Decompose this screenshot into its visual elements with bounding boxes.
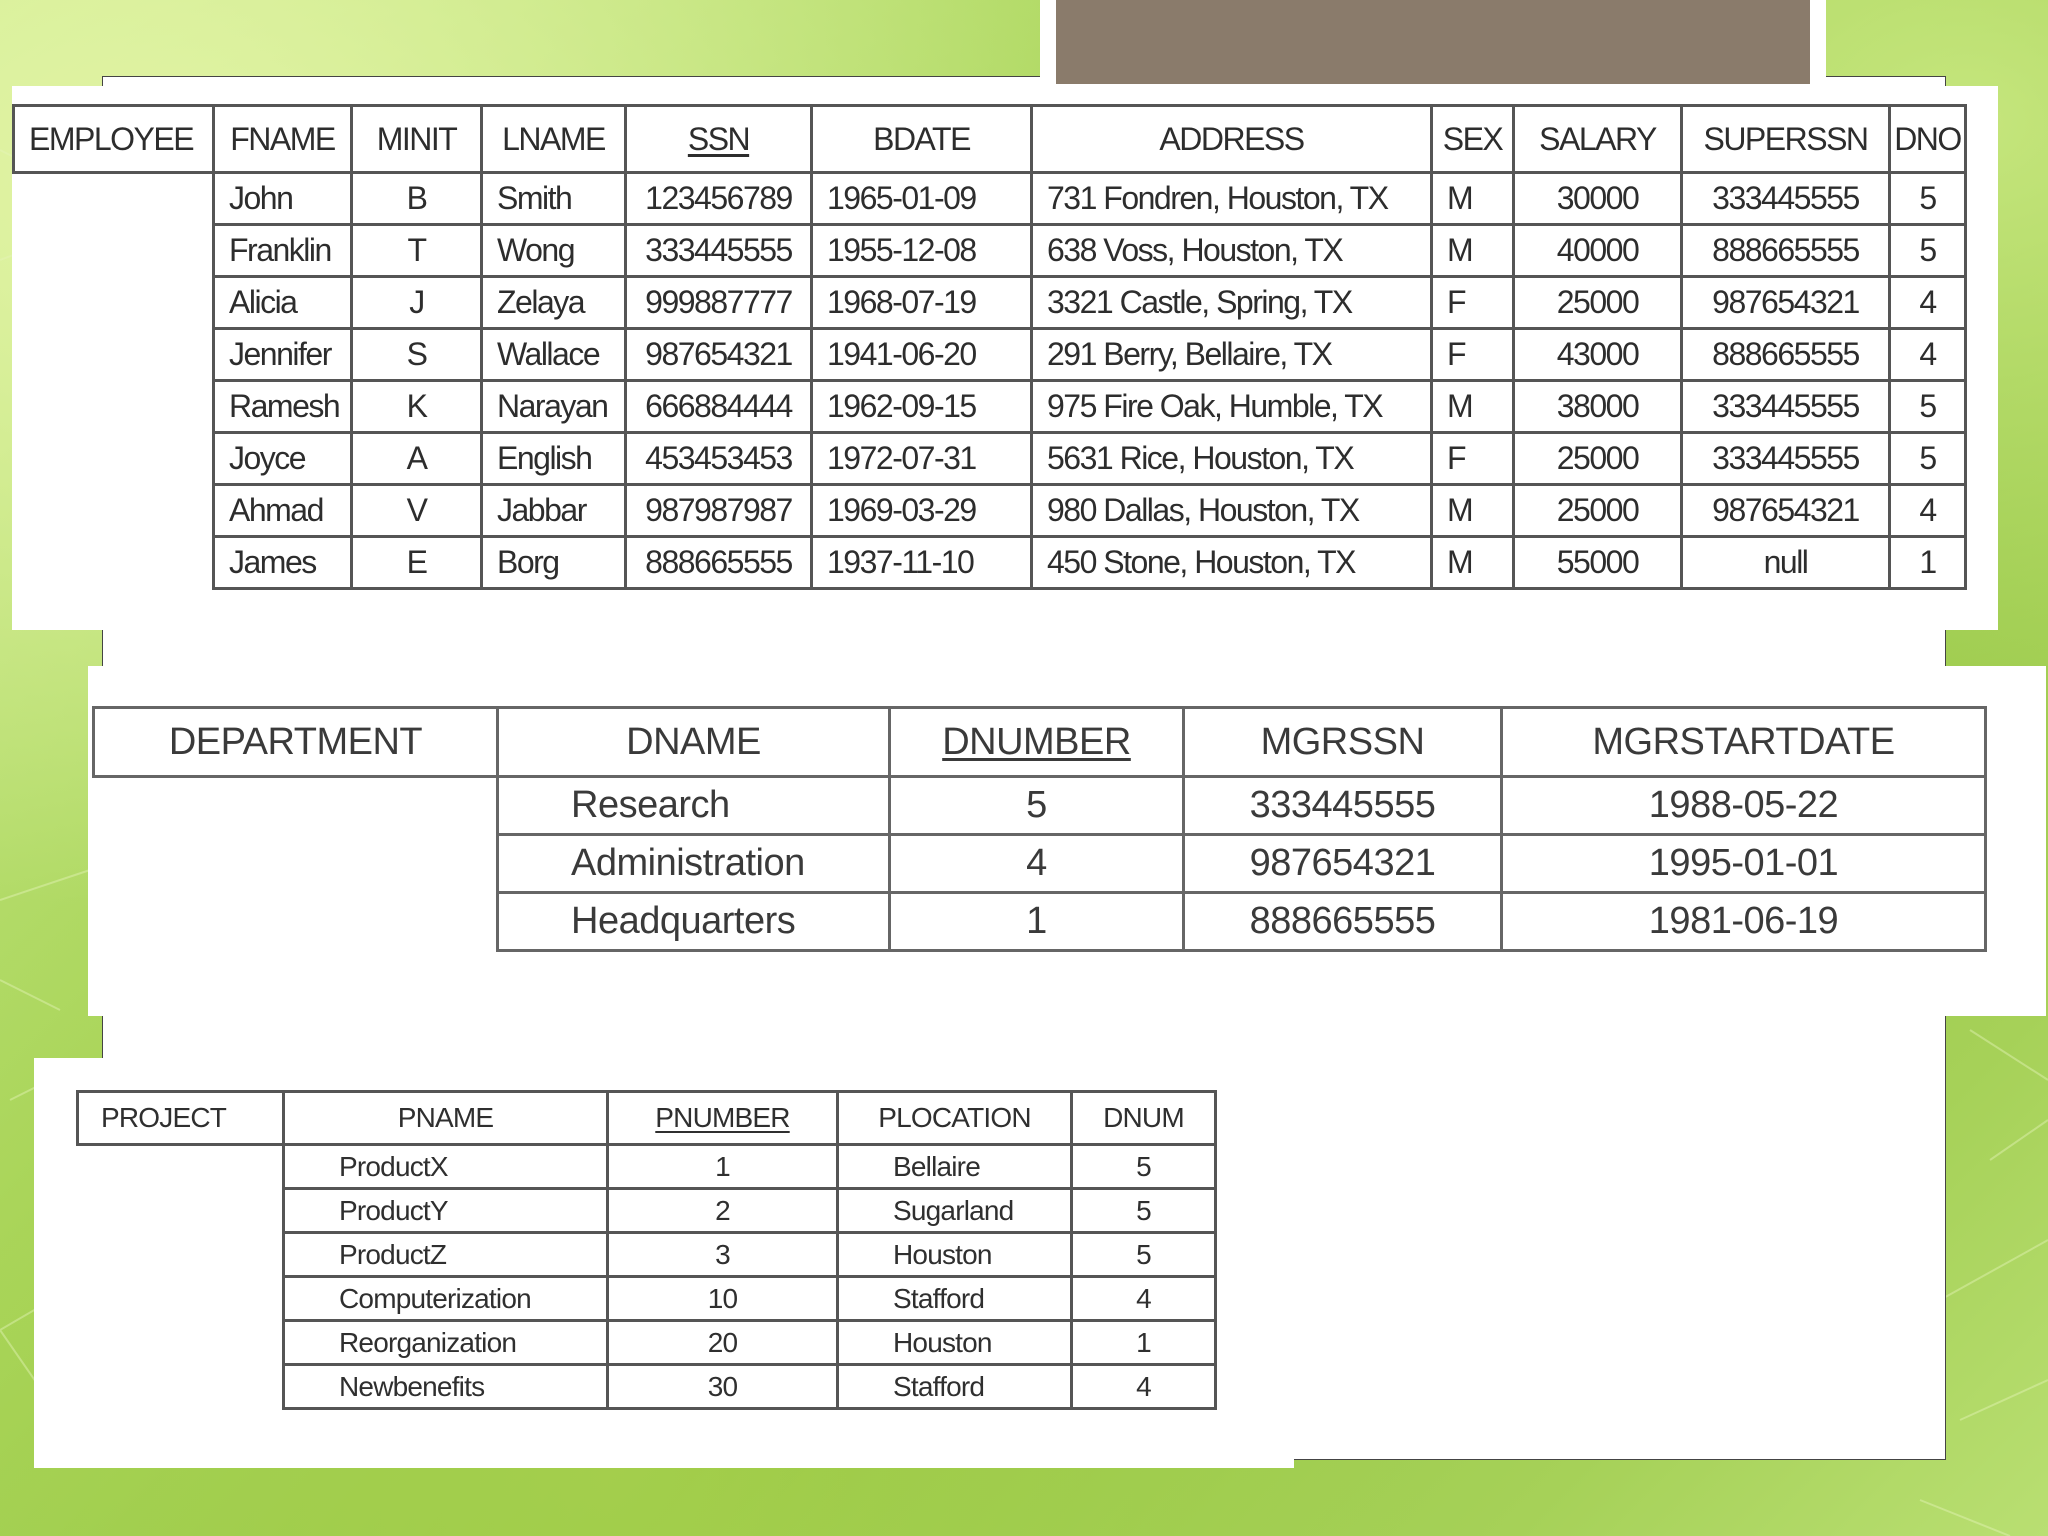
project-panel: [34, 1058, 1294, 1468]
table-cell: Smith: [482, 173, 626, 225]
table-row: [14, 485, 1966, 537]
table-row: [14, 381, 1966, 433]
table-cell: B: [352, 173, 482, 225]
col-pnumber-label: PNUMBER: [655, 1102, 790, 1133]
table-cell: M: [1432, 537, 1514, 589]
relation-spacer: [78, 1233, 284, 1277]
department-header-row: [94, 708, 1986, 777]
table-cell: 333445555: [626, 225, 812, 277]
table-cell: M: [1432, 173, 1514, 225]
table-cell: Houston: [838, 1233, 1072, 1277]
table-cell: 3321 Castle, Spring, TX: [1032, 277, 1432, 329]
table-cell: 4: [1072, 1365, 1216, 1409]
table-cell: J: [352, 277, 482, 329]
relation-spacer: [94, 835, 498, 893]
table-cell: 43000: [1514, 329, 1682, 381]
col-ssn: [626, 106, 812, 173]
table-cell: 888665555: [1682, 329, 1890, 381]
col-ssn-label: SSN: [687, 120, 750, 157]
col-address: ADDRESS: [1032, 106, 1432, 173]
table-cell: T: [352, 225, 482, 277]
relation-spacer: [78, 1189, 284, 1233]
col-dnumber: [890, 708, 1184, 777]
table-cell: 40000: [1514, 225, 1682, 277]
table-cell: 4: [1890, 485, 1966, 537]
table-cell: Narayan: [482, 381, 626, 433]
relation-spacer: [94, 893, 498, 951]
col-lname: LNAME: [482, 106, 626, 173]
table-cell: 5: [1072, 1233, 1216, 1277]
table-cell: A: [352, 433, 482, 485]
department-relation-name: DEPARTMENT: [94, 708, 498, 777]
table-cell: James: [214, 537, 352, 589]
table-cell: 1: [608, 1145, 838, 1189]
table-cell: Jabbar: [482, 485, 626, 537]
project-rows: [78, 1145, 1216, 1409]
table-cell: 1955-12-08: [812, 225, 1032, 277]
table-cell: Alicia: [214, 277, 352, 329]
table-cell: 888665555: [626, 537, 812, 589]
table-cell: 30000: [1514, 173, 1682, 225]
relation-spacer: [14, 381, 214, 433]
table-cell: 987987987: [626, 485, 812, 537]
table-cell: 123456789: [626, 173, 812, 225]
col-sex: SEX: [1432, 106, 1514, 173]
table-cell: 999887777: [626, 277, 812, 329]
table-row: [78, 1277, 1216, 1321]
table-cell: 888665555: [1682, 225, 1890, 277]
table-cell: ProductY: [284, 1189, 608, 1233]
table-cell: 1: [1072, 1321, 1216, 1365]
relation-spacer: [14, 485, 214, 537]
relation-spacer: [14, 173, 214, 225]
table-cell: Houston: [838, 1321, 1072, 1365]
project-table: [76, 1090, 1217, 1410]
table-cell: E: [352, 537, 482, 589]
col-bdate: BDATE: [812, 106, 1032, 173]
table-cell: Joyce: [214, 433, 352, 485]
table-cell: 20: [608, 1321, 838, 1365]
table-row: [78, 1145, 1216, 1189]
table-cell: 5: [1072, 1145, 1216, 1189]
table-cell: 1972-07-31: [812, 433, 1032, 485]
table-row: [78, 1189, 1216, 1233]
employee-rows: [14, 173, 1966, 589]
table-cell: 25000: [1514, 433, 1682, 485]
table-cell: 333445555: [1682, 433, 1890, 485]
table-cell: Headquarters: [498, 893, 890, 951]
table-cell: Computerization: [284, 1277, 608, 1321]
col-mgrstartdate: MGRSTARTDATE: [1502, 708, 1986, 777]
table-cell: 1988-05-22: [1502, 777, 1986, 835]
department-rows: [94, 777, 1986, 951]
relation-spacer: [14, 537, 214, 589]
table-cell: 2: [608, 1189, 838, 1233]
table-cell: Bellaire: [838, 1145, 1072, 1189]
table-cell: F: [1432, 329, 1514, 381]
table-row: [14, 225, 1966, 277]
employee-panel: [12, 86, 1998, 630]
col-salary: SALARY: [1514, 106, 1682, 173]
relation-spacer: [78, 1277, 284, 1321]
table-cell: 987654321: [626, 329, 812, 381]
department-table: [92, 706, 1987, 952]
table-cell: 5: [1072, 1189, 1216, 1233]
employee-table: [12, 104, 1967, 590]
table-row: [14, 433, 1966, 485]
table-cell: 4: [1890, 277, 1966, 329]
table-cell: 333445555: [1682, 173, 1890, 225]
table-cell: 1: [1890, 537, 1966, 589]
table-row: [94, 835, 1986, 893]
relation-spacer: [14, 433, 214, 485]
table-cell: 1968-07-19: [812, 277, 1032, 329]
table-cell: 25000: [1514, 277, 1682, 329]
table-cell: 453453453: [626, 433, 812, 485]
table-row: [14, 537, 1966, 589]
table-cell: V: [352, 485, 482, 537]
table-cell: 333445555: [1682, 381, 1890, 433]
table-cell: 3: [608, 1233, 838, 1277]
table-cell: 5: [1890, 433, 1966, 485]
col-dnum: DNUM: [1072, 1092, 1216, 1145]
relation-spacer: [14, 277, 214, 329]
table-cell: 1: [890, 893, 1184, 951]
table-cell: null: [1682, 537, 1890, 589]
table-cell: 638 Voss, Houston, TX: [1032, 225, 1432, 277]
table-cell: 1937-11-10: [812, 537, 1032, 589]
col-pname: PNAME: [284, 1092, 608, 1145]
table-row: [94, 893, 1986, 951]
table-row: [78, 1321, 1216, 1365]
table-cell: 1965-01-09: [812, 173, 1032, 225]
table-cell: Research: [498, 777, 890, 835]
table-cell: Zelaya: [482, 277, 626, 329]
col-minit: MINIT: [352, 106, 482, 173]
relation-spacer: [78, 1321, 284, 1365]
table-cell: Newbenefits: [284, 1365, 608, 1409]
table-cell: 38000: [1514, 381, 1682, 433]
table-cell: F: [1432, 433, 1514, 485]
employee-header-row: [14, 106, 1966, 173]
table-cell: K: [352, 381, 482, 433]
table-cell: 980 Dallas, Houston, TX: [1032, 485, 1432, 537]
table-cell: 4: [1890, 329, 1966, 381]
table-cell: S: [352, 329, 482, 381]
table-cell: 987654321: [1682, 277, 1890, 329]
table-cell: Sugarland: [838, 1189, 1072, 1233]
table-cell: Ahmad: [214, 485, 352, 537]
table-cell: Jennifer: [214, 329, 352, 381]
table-cell: M: [1432, 485, 1514, 537]
table-cell: ProductX: [284, 1145, 608, 1189]
table-cell: 1941-06-20: [812, 329, 1032, 381]
table-cell: 333445555: [1184, 777, 1502, 835]
table-cell: 10: [608, 1277, 838, 1321]
table-row: [78, 1233, 1216, 1277]
col-dname: DNAME: [498, 708, 890, 777]
table-cell: 4: [890, 835, 1184, 893]
project-header-row: [78, 1092, 1216, 1145]
col-fname: FNAME: [214, 106, 352, 173]
table-cell: 5631 Rice, Houston, TX: [1032, 433, 1432, 485]
table-cell: F: [1432, 277, 1514, 329]
table-row: [78, 1365, 1216, 1409]
table-cell: ProductZ: [284, 1233, 608, 1277]
table-cell: 4: [1072, 1277, 1216, 1321]
table-row: [94, 777, 1986, 835]
table-cell: 987654321: [1682, 485, 1890, 537]
table-cell: 1962-09-15: [812, 381, 1032, 433]
table-cell: Reorganization: [284, 1321, 608, 1365]
table-cell: 987654321: [1184, 835, 1502, 893]
col-dno: DNO: [1890, 106, 1966, 173]
table-cell: Wallace: [482, 329, 626, 381]
table-cell: 5: [1890, 173, 1966, 225]
table-row: [14, 329, 1966, 381]
col-superssn: SUPERSSN: [1682, 106, 1890, 173]
col-pnumber: [608, 1092, 838, 1145]
table-cell: 450 Stone, Houston, TX: [1032, 537, 1432, 589]
table-cell: 1995-01-01: [1502, 835, 1986, 893]
table-cell: Stafford: [838, 1277, 1072, 1321]
employee-relation-name: EMPLOYEE: [14, 106, 214, 173]
table-cell: M: [1432, 225, 1514, 277]
table-cell: Franklin: [214, 225, 352, 277]
table-cell: 888665555: [1184, 893, 1502, 951]
project-relation-name: PROJECT: [78, 1092, 284, 1145]
table-cell: 30: [608, 1365, 838, 1409]
col-mgrssn: MGRSSN: [1184, 708, 1502, 777]
department-panel: [88, 666, 2046, 1016]
col-plocation: PLOCATION: [838, 1092, 1072, 1145]
table-cell: John: [214, 173, 352, 225]
table-cell: Administration: [498, 835, 890, 893]
table-cell: 5: [1890, 381, 1966, 433]
table-row: [14, 277, 1966, 329]
table-cell: 25000: [1514, 485, 1682, 537]
relation-spacer: [14, 225, 214, 277]
relation-spacer: [78, 1365, 284, 1409]
table-cell: 291 Berry, Bellaire, TX: [1032, 329, 1432, 381]
relation-spacer: [78, 1145, 284, 1189]
table-cell: 731 Fondren, Houston, TX: [1032, 173, 1432, 225]
table-cell: 5: [1890, 225, 1966, 277]
title-bar: [1040, 0, 1826, 84]
table-cell: 5: [890, 777, 1184, 835]
relation-spacer: [94, 777, 498, 835]
col-dnumber-label: DNUMBER: [942, 720, 1131, 763]
table-cell: English: [482, 433, 626, 485]
table-cell: M: [1432, 381, 1514, 433]
table-cell: 975 Fire Oak, Humble, TX: [1032, 381, 1432, 433]
relation-spacer: [14, 329, 214, 381]
table-cell: Borg: [482, 537, 626, 589]
table-cell: Stafford: [838, 1365, 1072, 1409]
table-cell: 666884444: [626, 381, 812, 433]
table-cell: Ramesh: [214, 381, 352, 433]
table-cell: 1981-06-19: [1502, 893, 1986, 951]
table-cell: Wong: [482, 225, 626, 277]
table-cell: 55000: [1514, 537, 1682, 589]
table-cell: 1969-03-29: [812, 485, 1032, 537]
table-row: [14, 173, 1966, 225]
